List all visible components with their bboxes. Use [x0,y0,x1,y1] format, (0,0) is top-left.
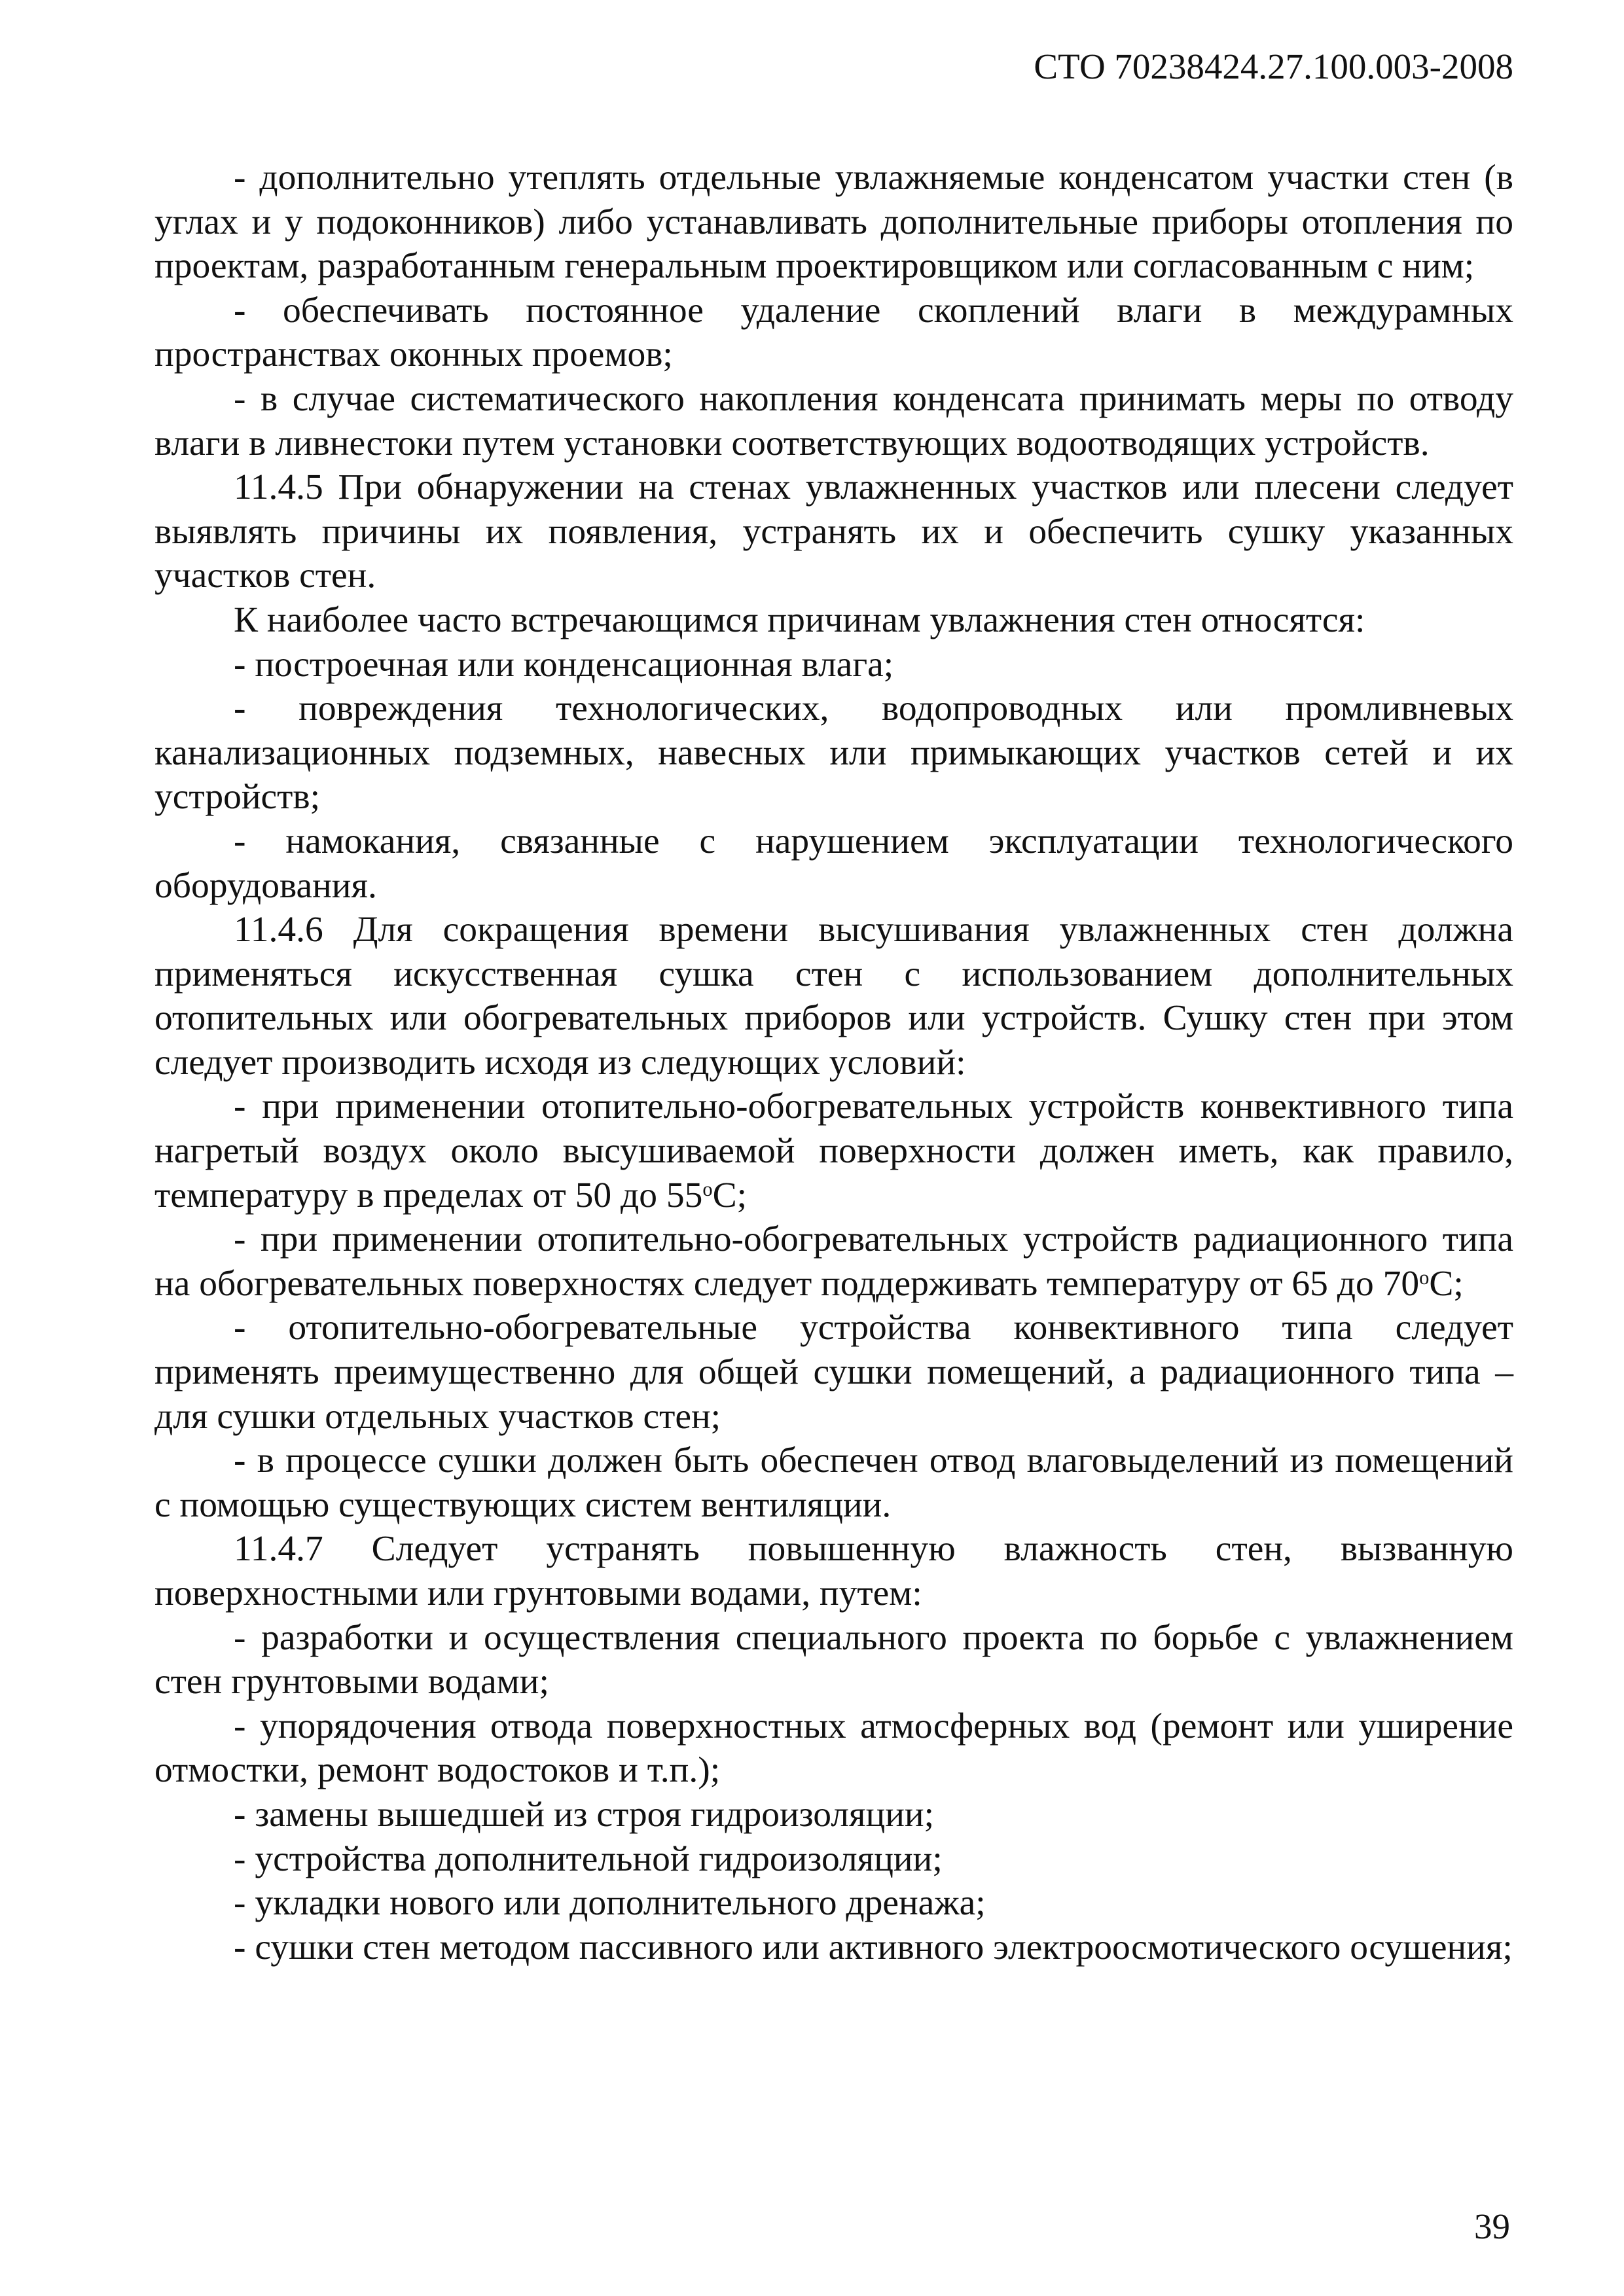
text-span: - при применении отопительно-обогревательных устройств конвективного типа нагретый воздух около высушиваемой поверхности должен иметь, как правило, температуру в пределах от 50 до 55 [154,1086,1513,1215]
paragraph: - укладки нового или дополнительного дренажа; [234,1883,986,1924]
paragraph: - построечная или конденсационная влага; [234,644,894,685]
paragraph: - в процессе сушки должен быть обеспечен отвод влаговыделений из помещений с помощью существующих систем вентиляции. [154,1441,1513,1525]
paragraph: - замены вышедшей из строя гидроизоляции; [234,1794,935,1835]
paragraph: - устройства дополнительной гидроизоляции; [234,1839,943,1879]
text-span: С; [1429,1263,1464,1304]
paragraph: 11.4.6 Для сокращения времени высушивания увлажненных стен должна применяться искусственная сушка стен с использованием дополнительных отопительных или обогревательных приборов или устройств. Сушку стен при этом следует производить исходя из следующих условий: [154,910,1513,1083]
paragraph: - сушки стен методом пассивного или активного электроосмотического осушения; [234,1927,1513,1967]
paragraph: - намокания, связанные с нарушением эксплуатации технологического оборудования. [154,821,1513,906]
paragraph: К наиболее часто встречающимся причинам увлажнения стен относятся: [234,600,1365,640]
text-span: С; [712,1175,748,1215]
paragraph: - повреждения технологических, водопроводных или промливневых канализационных подземных, навесных или примыкающих участков сетей и их устройств; [154,689,1513,817]
paragraph: - в случае систематического накопления конденсата принимать меры по отводу влаги в ливнестоки путем установки соответствующих водоотводящих устройств. [154,378,1513,463]
page-number: 39 [1474,2206,1510,2246]
degree-mark: о [702,1177,713,1200]
paragraph: - дополнительно утеплять отдельные увлажняемые конденсатом участки стен (в углах и у подоконников) либо устанавливать дополнительные приборы отопления по проектам, разработанным генеральным проектировщиком или согласованным с ним; [154,158,1513,287]
paragraph: - отопительно-обогревательные устройства конвективного типа следует применять преимущественно для общей сушки помещений, а радиационного типа – для сушки отдельных участков стен; [154,1308,1513,1437]
paragraph: 11.4.5 При обнаружении на стенах увлажненных участков или плесени следует выявлять причины их появления, устранять их и обеспечить сушку указанных участков стен. [154,467,1513,596]
text-span: - при применении отопительно-обогревательных устройств радиационного типа на обогревательных поверхностях следует поддерживать температуру от 65 до 70 [154,1219,1513,1304]
paragraph-temperature-radiation [154,1217,1513,1306]
paragraph: - разработки и осуществления специального проекта по борьбе с увлажнением стен грунтовыми водами; [154,1617,1513,1702]
degree-mark: о [1419,1266,1430,1289]
paragraph-temperature-convective [154,1085,1513,1217]
paragraph: 11.4.7 Следует устранять повышенную влажность стен, вызванную поверхностными или грунтовыми водами, путем: [154,1529,1513,1613]
paragraph: - обеспечивать постоянное удаление скоплений влаги в междурамных пространствах оконных проемов; [154,290,1513,375]
document-code-header: СТО 70238424.27.100.003-2008 [1034,46,1513,86]
document-body [154,156,1513,1969]
paragraph: - упорядочения отвода поверхностных атмосферных вод (ремонт или уширение отмостки, ремонт водостоков и т.п.); [154,1706,1513,1791]
